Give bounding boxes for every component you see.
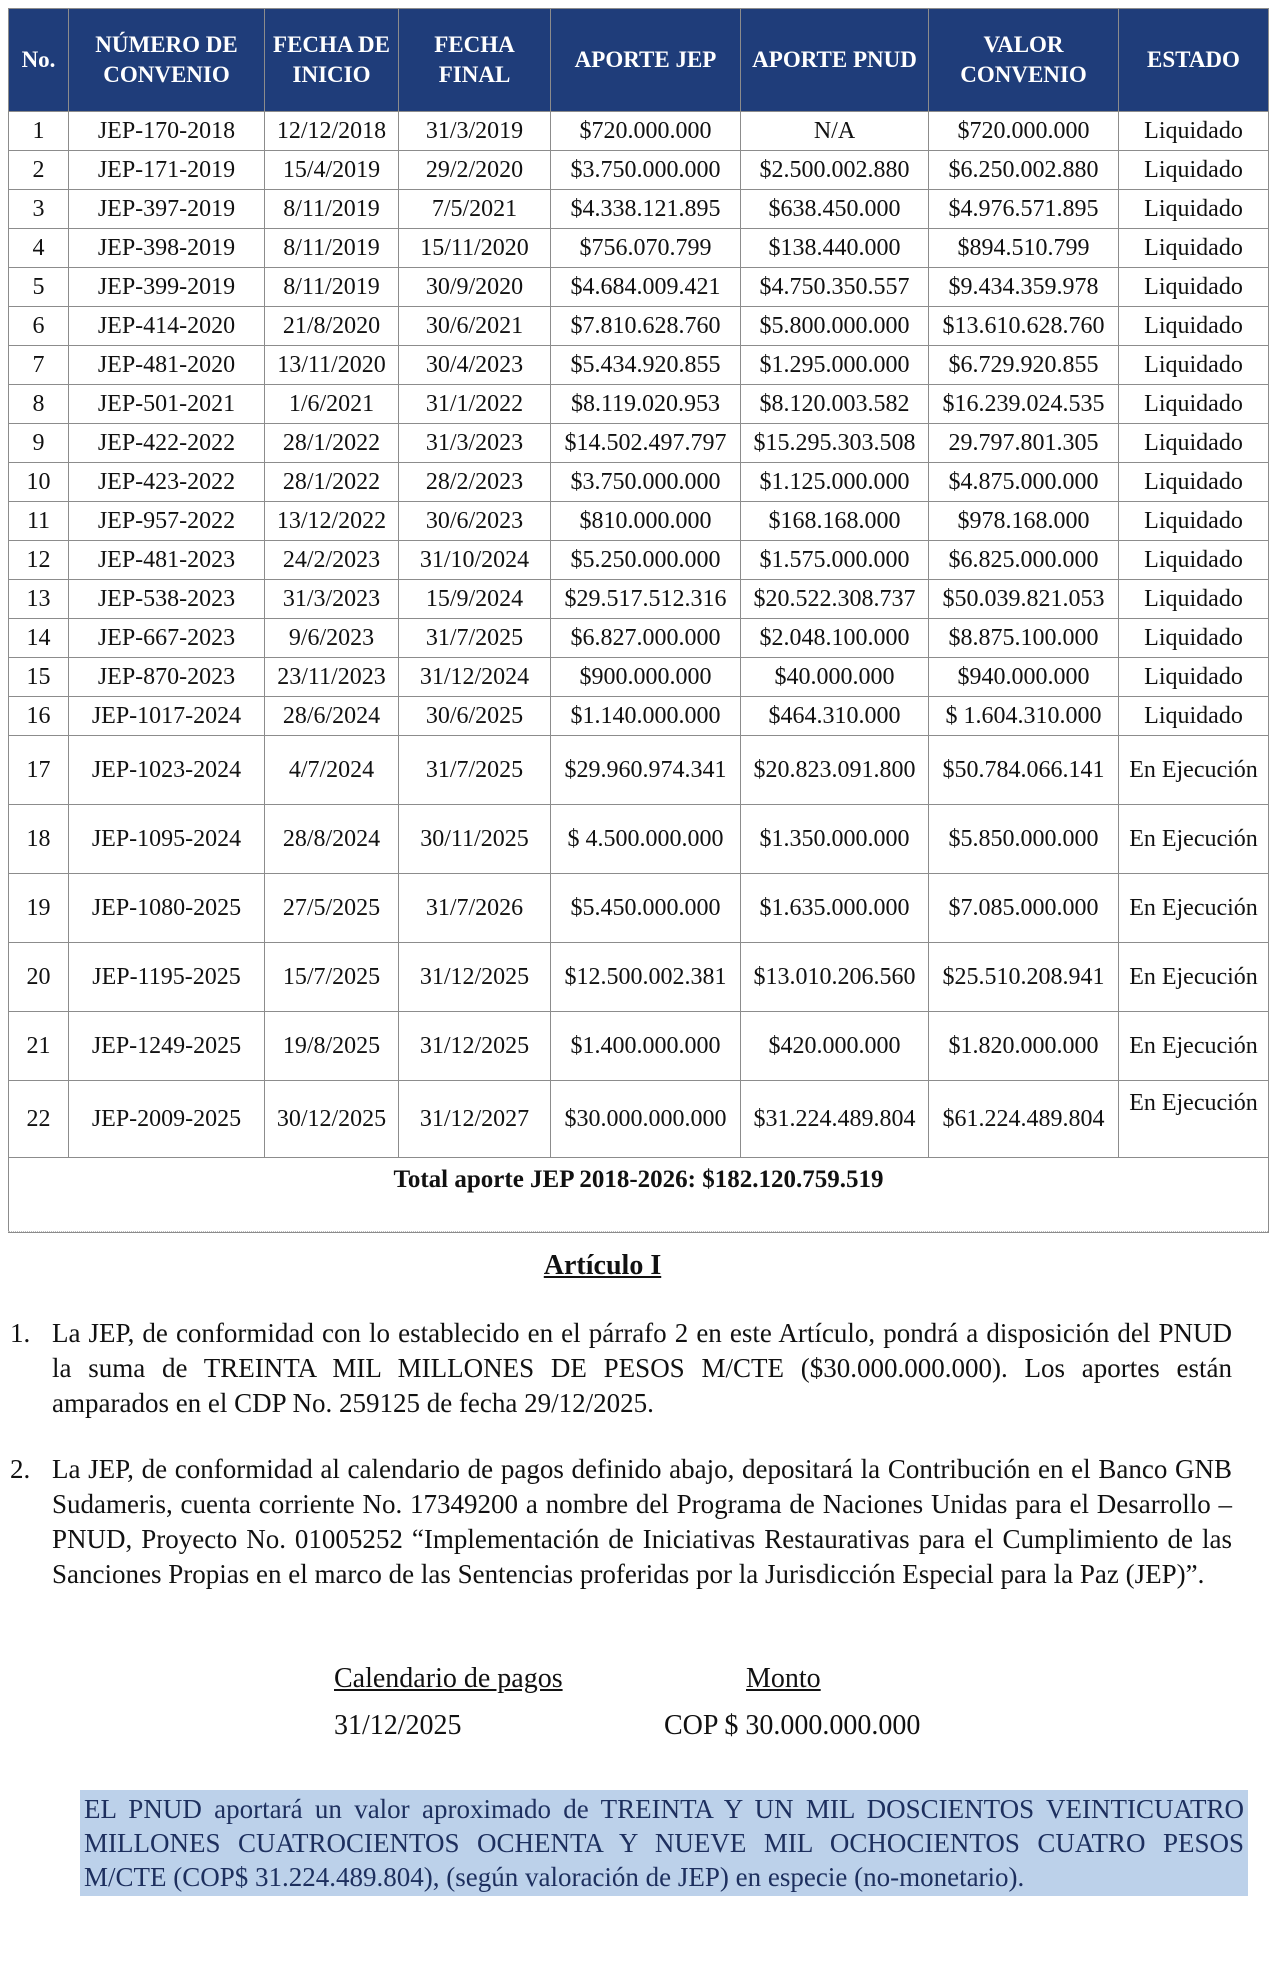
cell-convenio: JEP-501-2021	[69, 385, 265, 424]
cell-fecha-inicio: 28/1/2022	[265, 463, 399, 502]
cell-estado: Liquidado	[1119, 268, 1269, 307]
cell-aporte-pnud: $1.575.000.000	[741, 541, 929, 580]
cell-convenio: JEP-1023-2024	[69, 736, 265, 805]
cell-valor-convenio: $940.000.000	[929, 658, 1119, 697]
cell-no: 4	[9, 229, 69, 268]
cell-fecha-inicio: 28/8/2024	[265, 805, 399, 874]
cell-no: 1	[9, 112, 69, 151]
cell-valor-convenio: $8.875.100.000	[929, 619, 1119, 658]
cell-convenio: JEP-667-2023	[69, 619, 265, 658]
cell-aporte-pnud: N/A	[741, 112, 929, 151]
cell-estado: Liquidado	[1119, 112, 1269, 151]
cell-valor-convenio: $894.510.799	[929, 229, 1119, 268]
cell-valor-convenio: $7.085.000.000	[929, 874, 1119, 943]
col-header-convenio: NÚMERO DE CONVENIO	[69, 9, 265, 112]
cell-fecha-inicio: 1/6/2021	[265, 385, 399, 424]
table-row	[9, 1012, 1269, 1081]
cell-estado: Liquidado	[1119, 190, 1269, 229]
cell-valor-convenio: $16.239.024.535	[929, 385, 1119, 424]
table-row	[9, 580, 1269, 619]
cell-aporte-pnud: $8.120.003.582	[741, 385, 929, 424]
cell-convenio: JEP-538-2023	[69, 580, 265, 619]
cell-estado: En Ejecución	[1119, 736, 1269, 805]
cell-fecha-final: 30/11/2025	[399, 805, 551, 874]
table-row	[9, 1081, 1269, 1158]
cell-valor-convenio: $5.850.000.000	[929, 805, 1119, 874]
table-row	[9, 805, 1269, 874]
cell-valor-convenio: $50.784.066.141	[929, 736, 1119, 805]
cell-convenio: JEP-957-2022	[69, 502, 265, 541]
table-row	[9, 151, 1269, 190]
cell-aporte-jep: $756.070.799	[551, 229, 741, 268]
cell-fecha-final: 28/2/2023	[399, 463, 551, 502]
cell-no: 11	[9, 502, 69, 541]
cell-valor-convenio: $9.434.359.978	[929, 268, 1119, 307]
col-header-valor-convenio: VALOR CONVENIO	[929, 9, 1119, 112]
cell-aporte-jep: $720.000.000	[551, 112, 741, 151]
cell-valor-convenio: $50.039.821.053	[929, 580, 1119, 619]
col-header-estado: ESTADO	[1119, 9, 1269, 112]
cell-fecha-inicio: 13/11/2020	[265, 346, 399, 385]
payment-amount: COP $ 30.000.000.000	[664, 1710, 921, 1741]
cell-convenio: JEP-1249-2025	[69, 1012, 265, 1081]
cell-fecha-inicio: 4/7/2024	[265, 736, 399, 805]
paragraph-number: 2.	[10, 1454, 31, 1484]
table-spacer-row	[9, 1202, 1269, 1233]
cell-fecha-final: 31/1/2022	[399, 385, 551, 424]
cell-fecha-inicio: 15/7/2025	[265, 943, 399, 1012]
cell-fecha-final: 31/3/2019	[399, 112, 551, 151]
cell-fecha-final: 30/6/2023	[399, 502, 551, 541]
cell-aporte-pnud: $138.440.000	[741, 229, 929, 268]
cell-fecha-inicio: 15/4/2019	[265, 151, 399, 190]
table-row	[9, 658, 1269, 697]
cell-no: 15	[9, 658, 69, 697]
cell-no: 6	[9, 307, 69, 346]
cell-fecha-inicio: 31/3/2023	[265, 580, 399, 619]
cell-aporte-pnud: $420.000.000	[741, 1012, 929, 1081]
table-row	[9, 619, 1269, 658]
cell-valor-convenio: $61.224.489.804	[929, 1081, 1119, 1158]
cell-convenio: JEP-1080-2025	[69, 874, 265, 943]
cell-estado: Liquidado	[1119, 229, 1269, 268]
cell-valor-convenio: $6.729.920.855	[929, 346, 1119, 385]
cell-aporte-pnud: $15.295.303.508	[741, 424, 929, 463]
cell-aporte-jep: $12.500.002.381	[551, 943, 741, 1012]
col-header-fecha-inicio: FECHA DE INICIO	[265, 9, 399, 112]
cell-valor-convenio: $720.000.000	[929, 112, 1119, 151]
cell-aporte-jep: $30.000.000.000	[551, 1081, 741, 1158]
cell-no: 5	[9, 268, 69, 307]
cell-no: 10	[9, 463, 69, 502]
table-row	[9, 502, 1269, 541]
cell-estado: Liquidado	[1119, 541, 1269, 580]
cell-no: 7	[9, 346, 69, 385]
table-row	[9, 874, 1269, 943]
cell-fecha-final: 31/12/2024	[399, 658, 551, 697]
cell-fecha-inicio: 9/6/2023	[265, 619, 399, 658]
cell-aporte-jep: $7.810.628.760	[551, 307, 741, 346]
payment-schedule-header: Calendario de pagos	[334, 1663, 563, 1694]
cell-fecha-final: 30/6/2021	[399, 307, 551, 346]
cell-valor-convenio: $6.250.002.880	[929, 151, 1119, 190]
cell-no: 14	[9, 619, 69, 658]
cell-convenio: JEP-398-2019	[69, 229, 265, 268]
cell-aporte-jep: $4.684.009.421	[551, 268, 741, 307]
cell-fecha-final: 31/12/2025	[399, 1012, 551, 1081]
cell-convenio: JEP-1017-2024	[69, 697, 265, 736]
cell-no: 12	[9, 541, 69, 580]
cell-fecha-inicio: 24/2/2023	[265, 541, 399, 580]
cell-aporte-pnud: $2.500.002.880	[741, 151, 929, 190]
cell-fecha-final: 31/10/2024	[399, 541, 551, 580]
cell-aporte-jep: $1.400.000.000	[551, 1012, 741, 1081]
cell-estado: En Ejecución	[1119, 1081, 1269, 1158]
paragraph-text: La JEP, de conformidad al calendario de pagos definido abajo, depositará la Contribución en el Banco GNB Sudameris, cuenta corriente No. 17349200 a nombre del Programa de Naciones Unidas para el Desarrollo – PNUD, Proyecto No. 01005252 “Implementación de Iniciativas Restaurativas para el Cumplimiento de las Sanciones Propias en el marco de las Sentencias proferidas por la Jurisdicción Especial para la Paz (JEP)”.	[52, 1454, 1232, 1589]
cell-estado: Liquidado	[1119, 385, 1269, 424]
cell-aporte-pnud: $5.800.000.000	[741, 307, 929, 346]
table-row	[9, 112, 1269, 151]
cell-aporte-jep: $5.250.000.000	[551, 541, 741, 580]
cell-estado: Liquidado	[1119, 346, 1269, 385]
cell-convenio: JEP-1095-2024	[69, 805, 265, 874]
cell-convenio: JEP-2009-2025	[69, 1081, 265, 1158]
table-header-row	[9, 9, 1269, 112]
cell-convenio: JEP-481-2023	[69, 541, 265, 580]
cell-convenio: JEP-397-2019	[69, 190, 265, 229]
cell-aporte-pnud: $2.048.100.000	[741, 619, 929, 658]
cell-no: 17	[9, 736, 69, 805]
paragraph-text: La JEP, de conformidad con lo establecido en el párrafo 2 en este Artículo, pondrá a disposición del PNUD la suma de TREINTA MIL MILLONES DE PESOS M/CTE ($30.000.000.000). Los aportes están amparados en el CDP No. 259125 de fecha 29/12/2025.	[52, 1318, 1232, 1418]
section-divider	[8, 1231, 1268, 1232]
cell-no: 18	[9, 805, 69, 874]
cell-aporte-pnud: $638.450.000	[741, 190, 929, 229]
cell-no: 8	[9, 385, 69, 424]
article-title: Artículo I	[543, 1250, 662, 1281]
cell-convenio: JEP-1195-2025	[69, 943, 265, 1012]
cell-estado: Liquidado	[1119, 697, 1269, 736]
table-row	[9, 307, 1269, 346]
table-row	[9, 190, 1269, 229]
cell-aporte-jep: $810.000.000	[551, 502, 741, 541]
table-row	[9, 229, 1269, 268]
cell-fecha-inicio: 8/11/2019	[265, 190, 399, 229]
col-header-aporte-jep: APORTE JEP	[551, 9, 741, 112]
cell-no: 19	[9, 874, 69, 943]
payment-amount-header: Monto	[746, 1663, 821, 1694]
table-row	[9, 541, 1269, 580]
table-row	[9, 943, 1269, 1012]
cell-valor-convenio: $1.820.000.000	[929, 1012, 1119, 1081]
cell-no: 2	[9, 151, 69, 190]
cell-valor-convenio: $25.510.208.941	[929, 943, 1119, 1012]
cell-fecha-inicio: 13/12/2022	[265, 502, 399, 541]
cell-aporte-jep: $1.140.000.000	[551, 697, 741, 736]
cell-estado: Liquidado	[1119, 619, 1269, 658]
cell-valor-convenio: 29.797.801.305	[929, 424, 1119, 463]
cell-aporte-jep: $5.434.920.855	[551, 346, 741, 385]
cell-no: 3	[9, 190, 69, 229]
cell-estado: Liquidado	[1119, 424, 1269, 463]
cell-convenio: JEP-422-2022	[69, 424, 265, 463]
cell-aporte-pnud: $40.000.000	[741, 658, 929, 697]
cell-no: 22	[9, 1081, 69, 1158]
cell-estado: Liquidado	[1119, 580, 1269, 619]
total-aporte-jep: Total aporte JEP 2018-2026: $182.120.759.519	[9, 1158, 1269, 1203]
cell-no: 20	[9, 943, 69, 1012]
cell-convenio: JEP-481-2020	[69, 346, 265, 385]
cell-aporte-jep: $29.517.512.316	[551, 580, 741, 619]
cell-fecha-final: 31/7/2026	[399, 874, 551, 943]
table-total-row	[9, 1158, 1269, 1203]
cell-estado: Liquidado	[1119, 463, 1269, 502]
cell-aporte-pnud: $31.224.489.804	[741, 1081, 929, 1158]
cell-fecha-final: 31/12/2025	[399, 943, 551, 1012]
cell-fecha-inicio: 19/8/2025	[265, 1012, 399, 1081]
cell-aporte-jep: $29.960.974.341	[551, 736, 741, 805]
table-row	[9, 385, 1269, 424]
cell-aporte-pnud: $20.823.091.800	[741, 736, 929, 805]
article-paragraph-1	[10, 1316, 1232, 1421]
cell-no: 16	[9, 697, 69, 736]
cell-convenio: JEP-171-2019	[69, 151, 265, 190]
cell-aporte-pnud: $168.168.000	[741, 502, 929, 541]
cell-fecha-final: 7/5/2021	[399, 190, 551, 229]
cell-aporte-jep: $14.502.497.797	[551, 424, 741, 463]
table-row	[9, 346, 1269, 385]
cell-estado: En Ejecución	[1119, 874, 1269, 943]
cell-no: 21	[9, 1012, 69, 1081]
cell-aporte-pnud: $1.125.000.000	[741, 463, 929, 502]
col-header-aporte-pnud: APORTE PNUD	[741, 9, 929, 112]
table-body	[9, 112, 1269, 1158]
cell-aporte-jep: $900.000.000	[551, 658, 741, 697]
table-row	[9, 736, 1269, 805]
cell-valor-convenio: $13.610.628.760	[929, 307, 1119, 346]
cell-no: 9	[9, 424, 69, 463]
article-paragraph-2	[10, 1452, 1232, 1592]
cell-no: 13	[9, 580, 69, 619]
cell-aporte-jep: $5.450.000.000	[551, 874, 741, 943]
cell-valor-convenio: $978.168.000	[929, 502, 1119, 541]
cell-estado: Liquidado	[1119, 502, 1269, 541]
cell-estado: En Ejecución	[1119, 805, 1269, 874]
cell-aporte-jep: $8.119.020.953	[551, 385, 741, 424]
cell-valor-convenio: $4.976.571.895	[929, 190, 1119, 229]
cell-aporte-pnud: $13.010.206.560	[741, 943, 929, 1012]
cell-valor-convenio: $4.875.000.000	[929, 463, 1119, 502]
cell-convenio: JEP-423-2022	[69, 463, 265, 502]
cell-fecha-inicio: 23/11/2023	[265, 658, 399, 697]
paragraph-number: 1.	[10, 1318, 31, 1348]
cell-aporte-jep: $3.750.000.000	[551, 463, 741, 502]
table-row	[9, 268, 1269, 307]
cell-convenio: JEP-399-2019	[69, 268, 265, 307]
cell-aporte-pnud: $1.295.000.000	[741, 346, 929, 385]
cell-fecha-inicio: 28/6/2024	[265, 697, 399, 736]
cell-valor-convenio: $ 1.604.310.000	[929, 697, 1119, 736]
cell-aporte-pnud: $4.750.350.557	[741, 268, 929, 307]
cell-fecha-final: 31/7/2025	[399, 736, 551, 805]
cell-fecha-final: 31/3/2023	[399, 424, 551, 463]
agreements-table	[8, 8, 1269, 1233]
cell-fecha-inicio: 12/12/2018	[265, 112, 399, 151]
table-row	[9, 463, 1269, 502]
cell-convenio: JEP-870-2023	[69, 658, 265, 697]
cell-fecha-final: 29/2/2020	[399, 151, 551, 190]
col-header-fecha-final: FECHA FINAL	[399, 9, 551, 112]
cell-fecha-final: 31/12/2027	[399, 1081, 551, 1158]
cell-fecha-inicio: 27/5/2025	[265, 874, 399, 943]
cell-estado: Liquidado	[1119, 307, 1269, 346]
cell-fecha-final: 15/11/2020	[399, 229, 551, 268]
cell-aporte-pnud: $1.350.000.000	[741, 805, 929, 874]
cell-aporte-pnud: $464.310.000	[741, 697, 929, 736]
cell-fecha-inicio: 8/11/2019	[265, 268, 399, 307]
cell-convenio: JEP-414-2020	[69, 307, 265, 346]
cell-aporte-jep: $6.827.000.000	[551, 619, 741, 658]
cell-fecha-inicio: 8/11/2019	[265, 229, 399, 268]
payment-date: 31/12/2025	[334, 1710, 462, 1741]
cell-fecha-final: 30/9/2020	[399, 268, 551, 307]
table-spacer-cell	[9, 1202, 1269, 1233]
cell-estado: Liquidado	[1119, 658, 1269, 697]
cell-fecha-inicio: 21/8/2020	[265, 307, 399, 346]
cell-aporte-pnud: $1.635.000.000	[741, 874, 929, 943]
cell-aporte-jep: $3.750.000.000	[551, 151, 741, 190]
cell-fecha-final: 31/7/2025	[399, 619, 551, 658]
table-row	[9, 424, 1269, 463]
cell-estado: Liquidado	[1119, 151, 1269, 190]
cell-fecha-inicio: 30/12/2025	[265, 1081, 399, 1158]
cell-estado: En Ejecución	[1119, 943, 1269, 1012]
cell-fecha-inicio: 28/1/2022	[265, 424, 399, 463]
col-header-no: No.	[9, 9, 69, 112]
cell-fecha-final: 15/9/2024	[399, 580, 551, 619]
cell-fecha-final: 30/6/2025	[399, 697, 551, 736]
cell-fecha-final: 30/4/2023	[399, 346, 551, 385]
cell-aporte-jep: $4.338.121.895	[551, 190, 741, 229]
highlighted-pnud-contribution: EL PNUD aportará un valor aproximado de TREINTA Y UN MIL DOSCIENTOS VEINTICUATRO MILLONES CUATROCIENTOS OCHENTA Y NUEVE MIL OCHOCIENTOS CUATRO PESOS M/CTE (COP$ 31.224.489.804), (según valoración de JEP) en especie (no-monetario).	[80, 1790, 1248, 1896]
cell-convenio: JEP-170-2018	[69, 112, 265, 151]
cell-estado: En Ejecución	[1119, 1012, 1269, 1081]
cell-valor-convenio: $6.825.000.000	[929, 541, 1119, 580]
cell-aporte-pnud: $20.522.308.737	[741, 580, 929, 619]
cell-aporte-jep: $ 4.500.000.000	[551, 805, 741, 874]
table-row	[9, 697, 1269, 736]
